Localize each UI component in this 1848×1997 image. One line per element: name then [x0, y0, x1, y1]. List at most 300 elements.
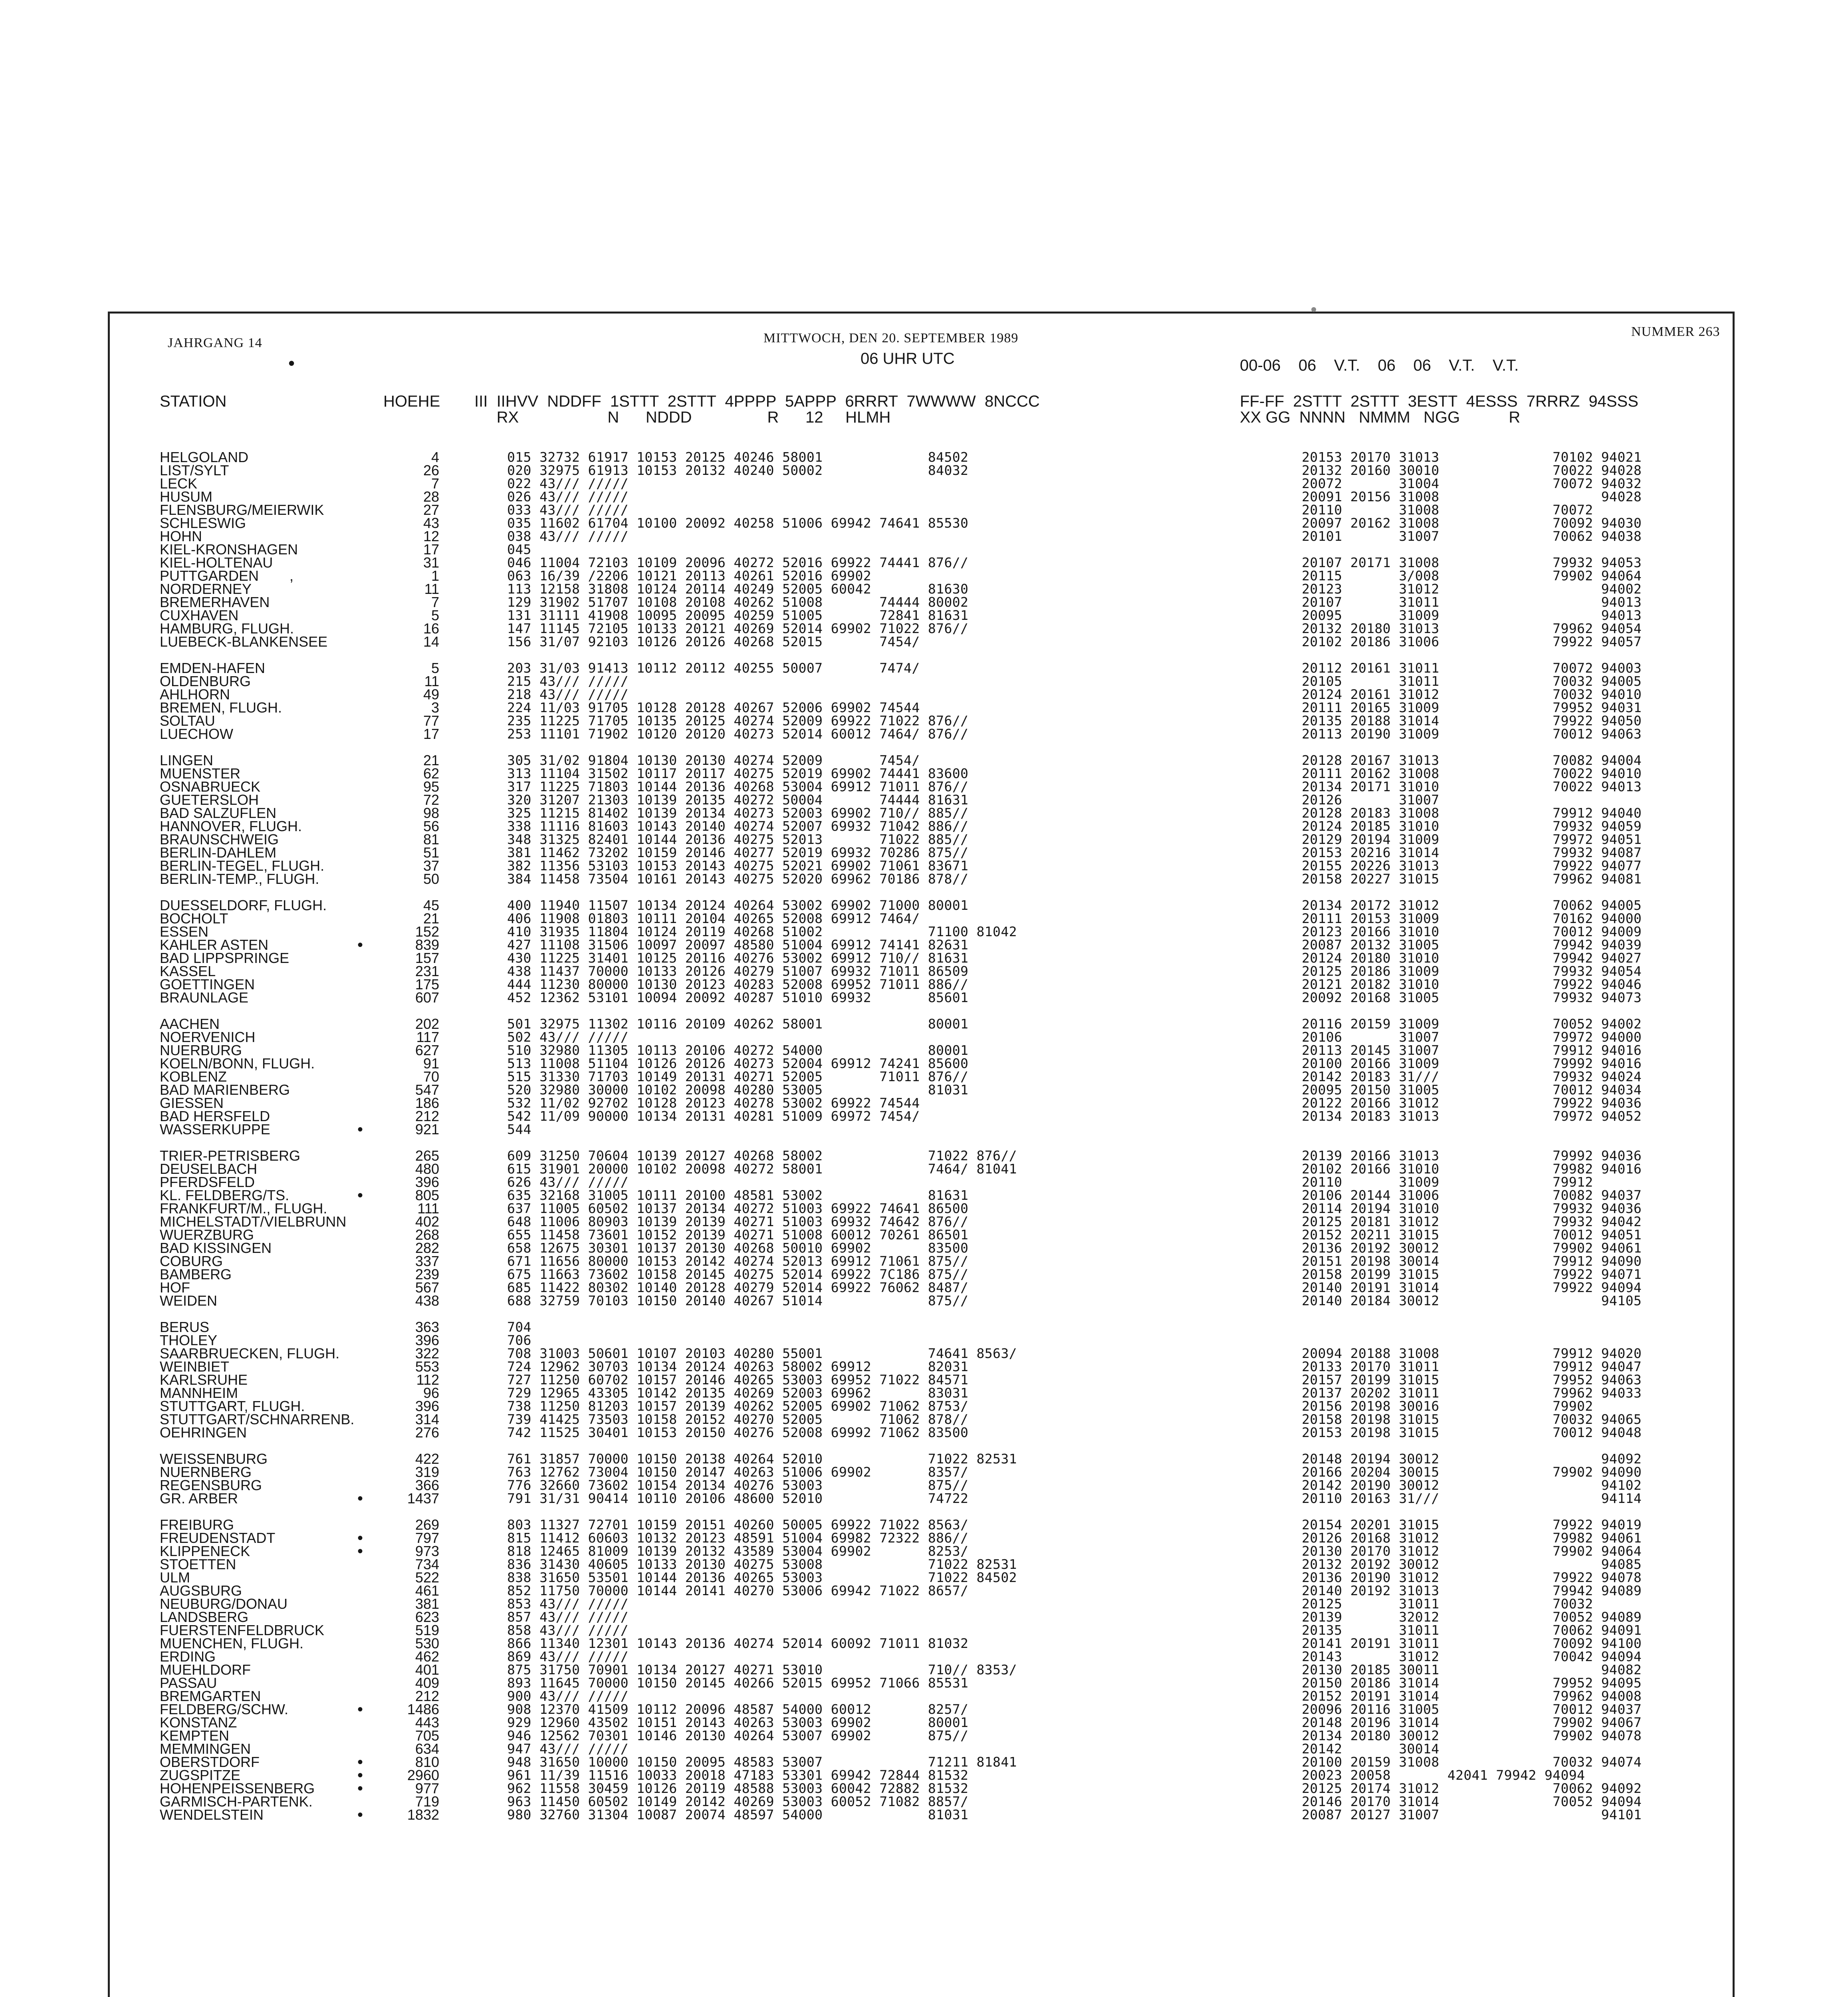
station-name: BAMBERG — [160, 1266, 232, 1282]
synop-left-groups: 313 11104 31502 10117 20117 40275 52019 69902 74441 83600 — [507, 766, 969, 781]
table-row — [0, 754, 1848, 767]
synop-left-groups: 501 32975 11302 10116 20109 40262 58001 80001 — [507, 1016, 969, 1032]
table-row — [0, 1729, 1848, 1743]
synop-right-groups: 20126 20168 31012 79982 94061 — [1302, 1530, 1642, 1546]
table-row — [0, 1110, 1848, 1123]
station-elevation: 21 — [423, 752, 439, 768]
synop-right-groups: 20146 20170 31014 70052 94094 — [1302, 1794, 1642, 1809]
table-row — [0, 1281, 1848, 1294]
station-elevation: 96 — [423, 1385, 439, 1401]
table-row — [0, 1479, 1848, 1492]
station-elevation: 2960 — [407, 1767, 439, 1783]
table-row — [0, 1413, 1848, 1426]
station-name: NORDERNEY — [160, 581, 252, 597]
synop-left-groups: 980 32760 31304 10087 20074 48597 54000 81031 — [507, 1807, 969, 1822]
synop-left-groups: 015 32732 61917 10153 20125 40246 58001 84502 — [507, 449, 969, 465]
right-column-header-row2: XX GG NNNN NMMM NGG R — [1240, 409, 1521, 426]
mountain-station-marker: • — [357, 1490, 363, 1507]
synop-left-groups: 708 31003 50601 10107 20103 40280 55001 74641 8563/ — [507, 1346, 1017, 1361]
synop-left-groups: 803 11327 72701 10159 20151 40260 50005 69922 71022 8563/ — [507, 1517, 969, 1532]
station-elevation: 37 — [423, 858, 439, 874]
synop-right-groups: 20135 31011 70062 94091 — [1302, 1622, 1642, 1638]
table-row — [0, 1373, 1848, 1387]
marker-dot: • — [288, 353, 295, 373]
synop-left-groups: 637 11005 60502 10137 20134 40272 51003 69922 74641 86500 — [507, 1201, 969, 1216]
station-elevation: 409 — [415, 1675, 439, 1691]
synop-right-groups: 20134 20171 31010 70022 94013 — [1302, 779, 1642, 794]
jahrgang-label: JAHRGANG 14 — [168, 335, 262, 350]
station-elevation: 72 — [423, 792, 439, 808]
table-row — [0, 1123, 1848, 1136]
synop-right-groups: 20139 20166 31013 79992 94036 — [1302, 1148, 1642, 1163]
synop-right-groups: 20110 31009 79912 — [1302, 1174, 1593, 1190]
station-name: BRAUNSCHWEIG — [160, 831, 279, 848]
station-elevation: 401 — [415, 1662, 439, 1678]
table-row — [0, 1676, 1848, 1690]
synop-right-groups: 20128 20167 31013 70082 94004 — [1302, 752, 1642, 768]
station-name: WENDELSTEIN — [160, 1806, 264, 1823]
station-name: BREMERHAVEN — [160, 594, 270, 610]
hoehe-column-header: HOEHE — [383, 393, 440, 410]
synop-left-groups: 410 31935 11804 10124 20119 40268 51002 71100 81042 — [507, 924, 1017, 939]
station-elevation: 98 — [423, 805, 439, 821]
station-elevation: 231 — [415, 963, 439, 979]
station-name: HUSUM — [160, 488, 212, 505]
station-elevation: 268 — [415, 1227, 439, 1243]
table-row — [0, 1228, 1848, 1242]
synop-left-groups: 020 32975 61913 10153 20132 40240 50002 84032 — [507, 463, 969, 478]
table-row — [0, 1755, 1848, 1769]
station-name: BAD HERSFELD — [160, 1108, 270, 1124]
station-elevation: 50 — [423, 871, 439, 887]
table-row — [0, 912, 1848, 925]
station-elevation: 49 — [423, 686, 439, 703]
station-elevation: 5 — [431, 660, 439, 676]
station-name: SCHLESWIG — [160, 515, 246, 531]
synop-right-groups: 20023 20058 42041 79942 94094 — [1302, 1767, 1585, 1783]
synop-right-groups: 20136 20192 30012 79902 94061 — [1302, 1240, 1642, 1256]
synop-right-groups: 20097 20162 31008 70092 94030 — [1302, 515, 1642, 531]
station-elevation: 607 — [415, 989, 439, 1006]
table-row — [0, 503, 1848, 517]
station-name: MEMMINGEN — [160, 1741, 251, 1757]
station-elevation: 12 — [423, 528, 439, 544]
table-row — [0, 1255, 1848, 1268]
table-row — [0, 1096, 1848, 1110]
station-elevation: 157 — [415, 950, 439, 966]
station-name: PFERDSFELD — [160, 1174, 255, 1190]
synop-right-groups: 20072 31004 70072 94032 — [1302, 476, 1642, 491]
station-name: HAMBURG, FLUGH. — [160, 620, 294, 637]
station-name: STOETTEN — [160, 1556, 236, 1572]
synop-left-groups: 317 11225 71803 10144 20136 40268 53004 69912 71011 876// — [507, 779, 969, 794]
station-name: GUETERSLOH — [160, 792, 259, 808]
station-elevation: 27 — [423, 502, 439, 518]
station-name: ERDING — [160, 1648, 216, 1665]
station-elevation: 461 — [415, 1582, 439, 1599]
synop-right-groups: 20123 31012 94002 — [1302, 581, 1642, 597]
station-elevation: 1486 — [407, 1701, 439, 1717]
synop-right-groups: 20121 20182 31010 79922 94046 — [1302, 977, 1642, 992]
synop-right-groups: 20111 20153 31009 70162 94000 — [1302, 911, 1642, 926]
station-elevation: 11 — [424, 673, 439, 689]
table-row — [0, 582, 1848, 596]
synop-left-groups: 045 — [507, 542, 531, 557]
synop-left-groups: 022 43/// ///// — [507, 476, 629, 491]
station-name: TRIER-PETRISBERG — [160, 1147, 301, 1164]
synop-right-groups: 20140 20192 31013 79942 94089 — [1302, 1583, 1642, 1598]
synop-right-groups: 20124 20161 31012 70032 94010 — [1302, 687, 1642, 702]
synop-right-groups: 20105 31011 70032 94005 — [1302, 673, 1642, 689]
table-row — [0, 661, 1848, 675]
table-row — [0, 675, 1848, 688]
synop-left-groups: 406 11908 01803 10111 20104 40265 52008 69912 7464/ — [507, 911, 920, 926]
mountain-station-marker: • — [357, 1187, 363, 1204]
station-elevation: 21 — [423, 910, 439, 927]
station-elevation: 396 — [415, 1332, 439, 1348]
table-row — [0, 516, 1848, 530]
station-name: FRANKFURT/M., FLUGH. — [160, 1200, 327, 1217]
synop-right-groups: 20155 20226 31013 79922 94077 — [1302, 858, 1642, 873]
synop-right-groups: 20123 20166 31010 70012 94009 — [1302, 924, 1642, 939]
station-elevation: 337 — [415, 1253, 439, 1269]
synop-right-groups: 20087 20127 31007 94101 — [1302, 1807, 1642, 1822]
synop-left-groups: 704 — [507, 1319, 531, 1335]
synop-right-groups: 20143 31012 70042 94094 — [1302, 1649, 1642, 1664]
station-name: REGENSBURG — [160, 1477, 262, 1493]
synop-left-groups: 869 43/// ///// — [507, 1649, 629, 1664]
synop-left-groups: 427 11108 31506 10097 20097 48580 51004 69912 74141 82631 — [507, 937, 969, 953]
table-row — [0, 1716, 1848, 1729]
synop-right-groups: 20140 20191 31014 79922 94094 — [1302, 1280, 1642, 1295]
station-elevation: 363 — [415, 1319, 439, 1335]
table-row — [0, 1492, 1848, 1505]
station-name: FREIBURG — [160, 1517, 234, 1533]
station-name: BERLIN-TEGEL, FLUGH. — [160, 858, 325, 874]
table-row — [0, 1465, 1848, 1479]
station-name: HOHENPEISSENBERG — [160, 1780, 315, 1797]
left-column-header-row1: III IIHVV NDDFF 1STTT 2STTT 4PPPP 5APPP 6RRRT 7WWWW 8NCCC — [474, 393, 1040, 410]
station-name: KEMPTEN — [160, 1727, 230, 1744]
table-row — [0, 1149, 1848, 1163]
synop-left-groups: 444 11230 80000 10130 20123 40283 52008 69952 71011 886// — [507, 977, 969, 992]
synop-right-groups: 20125 20174 31012 70062 94092 — [1302, 1781, 1642, 1796]
synop-left-groups: 857 43/// ///// — [507, 1609, 629, 1625]
table-row — [0, 727, 1848, 741]
station-elevation: 634 — [415, 1741, 439, 1757]
station-name: WEINBIET — [160, 1358, 230, 1375]
station-name: MUEHLDORF — [160, 1662, 251, 1678]
station-name: BERUS — [160, 1319, 210, 1335]
station-name: AACHEN — [160, 1016, 220, 1032]
station-name: NUERNBERG — [160, 1464, 252, 1480]
synop-left-groups: 729 12965 43305 10142 20135 40269 52003 69962 83031 — [507, 1385, 969, 1401]
station-name: HOF — [160, 1279, 190, 1296]
synop-left-groups: 853 43/// ///// — [507, 1596, 629, 1612]
synop-left-groups: 836 31430 40605 10133 20130 40275 53008 71022 82531 — [507, 1556, 1017, 1572]
synop-left-groups: 626 43/// ///// — [507, 1174, 629, 1190]
station-elevation: 31 — [423, 554, 439, 571]
mountain-station-marker: • — [357, 936, 363, 954]
mountain-station-marker: • — [357, 1701, 363, 1718]
station-elevation: 91 — [423, 1055, 439, 1072]
station-name: BAD LIPPSPRINGE — [160, 950, 289, 966]
table-row — [0, 1558, 1848, 1571]
synop-left-groups: 947 43/// ///// — [507, 1741, 629, 1757]
station-name: BAD MARIENBERG — [160, 1082, 290, 1098]
synop-left-groups: 900 43/// ///// — [507, 1688, 629, 1704]
station-name: OEHRINGEN — [160, 1424, 247, 1441]
station-name: OLDENBURG — [160, 673, 251, 689]
station-elevation: 265 — [415, 1147, 439, 1164]
synop-left-groups: 875 31750 70901 10134 20127 40271 53010 710// 8353/ — [507, 1662, 1017, 1677]
station-name: FREUDENSTADT — [160, 1530, 276, 1546]
table-row — [0, 635, 1848, 649]
synop-left-groups: 113 12158 31808 10124 20114 40249 52005 60042 81630 — [507, 581, 969, 597]
station-elevation: 26 — [423, 462, 439, 478]
synop-left-groups: 035 11602 61704 10100 20092 40258 51006 69942 74641 85530 — [507, 515, 969, 531]
table-row — [0, 1452, 1848, 1466]
station-elevation: 7 — [431, 594, 439, 610]
station-elevation: 319 — [415, 1464, 439, 1480]
station-elevation: 480 — [415, 1161, 439, 1177]
station-elevation: 212 — [415, 1108, 439, 1124]
station-elevation: 396 — [415, 1174, 439, 1190]
station-elevation: 202 — [415, 1016, 439, 1032]
station-name: GARMISCH-PARTENK. — [160, 1793, 313, 1810]
synop-right-groups: 20115 3/008 79902 94064 — [1302, 568, 1642, 584]
table-row — [0, 1531, 1848, 1545]
synop-left-groups: 224 11/03 91705 10128 20128 40267 52006 69902 74544 — [507, 700, 920, 715]
synop-left-groups: 818 12465 81009 10139 20132 43589 53004 69902 8253/ — [507, 1543, 969, 1559]
station-elevation: 396 — [415, 1398, 439, 1414]
left-column-header-row2: RX N NDDD R 12 HLMH — [474, 409, 891, 426]
synop-right-groups: 20094 20188 31008 79912 94020 — [1302, 1346, 1642, 1361]
station-name: PASSAU — [160, 1675, 217, 1691]
synop-left-groups: 502 43/// ///// — [507, 1029, 629, 1045]
synop-right-groups: 20113 20145 31007 79912 94016 — [1302, 1042, 1642, 1058]
station-elevation: 112 — [416, 1372, 439, 1388]
station-name: KARLSRUHE — [160, 1372, 248, 1388]
synop-left-groups: 513 11008 51104 10126 20126 40273 52004 69912 74241 85600 — [507, 1056, 969, 1071]
station-elevation: 16 — [423, 620, 439, 637]
table-row — [0, 793, 1848, 807]
station-elevation: 28 — [423, 488, 439, 505]
station-name: OBERSTDORF — [160, 1754, 260, 1770]
synop-right-groups: 20158 20198 31015 70032 94065 — [1302, 1411, 1642, 1427]
synop-left-groups: 961 11/39 11516 10033 20018 47183 53301 69942 72844 81532 — [507, 1767, 969, 1783]
synop-right-groups: 20092 20168 31005 79932 94073 — [1302, 990, 1642, 1005]
synop-left-groups: 129 31902 51707 10108 20108 40262 51008 74444 80002 — [507, 594, 969, 610]
station-elevation: 402 — [415, 1213, 439, 1230]
table-row — [0, 1294, 1848, 1308]
station-elevation: 805 — [415, 1187, 439, 1203]
synop-right-groups: 20132 20160 30010 70022 94028 — [1302, 463, 1642, 478]
synop-right-groups: 20102 20186 31006 79922 94057 — [1302, 634, 1642, 649]
synop-right-groups: 20136 20190 31012 79922 94078 — [1302, 1570, 1642, 1585]
station-elevation: 111 — [417, 1200, 439, 1217]
synop-left-groups: 325 11215 81402 10139 20134 40273 52003 69902 710// 885// — [507, 805, 969, 821]
synop-left-groups: 776 32660 73602 10154 20134 40276 53003 875// — [507, 1477, 969, 1493]
station-name: DEUSELBACH — [160, 1161, 258, 1177]
station-name: LANDSBERG — [160, 1609, 249, 1625]
synop-right-groups: 20125 20181 31012 79932 94042 — [1302, 1214, 1642, 1229]
station-name: CUXHAVEN — [160, 607, 239, 623]
synop-right-groups: 20125 20186 31009 79932 94054 — [1302, 963, 1642, 979]
synop-left-groups: 815 11412 60603 10132 20123 48591 51004 69982 72322 886// — [507, 1530, 969, 1546]
synop-right-groups: 20137 20202 31011 79962 94033 — [1302, 1385, 1642, 1401]
synop-left-groups: 946 12562 70301 10146 20130 40264 53007 69902 875// — [507, 1728, 969, 1743]
synop-left-groups: 685 11422 80302 10140 20128 40279 52014 69922 76062 8487/ — [507, 1280, 969, 1295]
station-elevation: 56 — [423, 818, 439, 834]
synop-right-groups: 20125 31011 70032 — [1302, 1596, 1593, 1612]
synop-left-groups: 452 12362 53101 10094 20092 40287 51010 69932 85601 — [507, 990, 969, 1005]
station-elevation: 422 — [415, 1451, 439, 1467]
table-row — [0, 1426, 1848, 1439]
table-row — [0, 1637, 1848, 1650]
synop-left-groups: 384 11458 73504 10161 20143 40275 52020 69962 70186 878// — [507, 871, 969, 887]
table-row — [0, 1215, 1848, 1229]
station-name: HOHN — [160, 528, 202, 544]
station-name: LUEBECK-BLANKENSEE — [160, 633, 328, 650]
station-name: GIESSEN — [160, 1095, 224, 1111]
synop-left-groups: 382 11356 53103 10153 20143 40275 52021 69902 71061 83671 — [507, 858, 969, 873]
synop-right-groups: 20122 20166 31012 79922 94036 — [1302, 1095, 1642, 1111]
station-elevation: 522 — [415, 1569, 439, 1586]
table-row — [0, 978, 1848, 991]
synop-right-groups: 20154 20201 31015 79922 94019 — [1302, 1517, 1642, 1532]
synop-left-groups: 658 12675 30301 10137 20130 40268 50010 69902 83500 — [507, 1240, 969, 1256]
station-elevation: 282 — [415, 1240, 439, 1256]
table-row — [0, 1017, 1848, 1031]
synop-left-groups: 203 31/03 91413 10112 20112 40255 50007 7474/ — [507, 660, 920, 676]
synop-right-groups: 20142 20190 30012 94102 — [1302, 1477, 1642, 1493]
synop-left-groups: 858 43/// ///// — [507, 1622, 629, 1638]
synop-right-groups: 20107 20171 31008 79932 94053 — [1302, 555, 1642, 570]
station-elevation: 70 — [423, 1068, 439, 1085]
synop-right-groups: 20113 20190 31009 70012 94063 — [1302, 726, 1642, 742]
synop-left-groups: 838 31650 53501 10144 20136 40265 53003 71022 84502 — [507, 1570, 1017, 1585]
synop-left-groups: 532 11/02 92702 10128 20123 40278 53002 69922 74544 — [507, 1095, 920, 1111]
synop-right-groups: 20133 20170 31011 79912 94047 — [1302, 1359, 1642, 1374]
station-name: BAD SALZUFLEN — [160, 805, 277, 821]
mountain-station-marker: • — [357, 1806, 363, 1824]
synop-right-groups: 20142 30014 — [1302, 1741, 1440, 1757]
station-name: NOERVENICH — [160, 1029, 256, 1045]
table-row — [0, 1795, 1848, 1808]
station-elevation: 11 — [424, 581, 439, 597]
synop-left-groups: 635 32168 31005 10111 20100 48581 53002 81631 — [507, 1187, 969, 1203]
synop-right-groups: 20106 31007 79972 94000 — [1302, 1029, 1642, 1045]
table-row — [0, 951, 1848, 965]
station-name: NEUBURG/DONAU — [160, 1596, 288, 1612]
synop-right-groups: 20140 20184 30012 94105 — [1302, 1293, 1642, 1308]
station-elevation: 810 — [415, 1754, 439, 1770]
synop-right-groups: 20139 32012 70052 94089 — [1302, 1609, 1642, 1625]
table-row — [0, 1742, 1848, 1756]
station-name: SOLTAU — [160, 713, 215, 729]
synop-right-groups: 20153 20170 31013 70102 94021 — [1302, 449, 1642, 465]
station-elevation: 95 — [423, 778, 439, 795]
station-elevation: 530 — [415, 1635, 439, 1652]
synop-left-groups: 742 11525 30401 10153 20150 40276 52008 69992 71062 83500 — [507, 1425, 969, 1440]
station-name: BERLIN-DAHLEM — [160, 844, 277, 861]
synop-right-groups: 20152 20191 31014 79962 94008 — [1302, 1688, 1642, 1704]
right-column-header-top: 00-06 06 V.T. 06 06 V.T. V.T. — [1240, 357, 1519, 374]
station-name: BREMGARTEN — [160, 1688, 261, 1704]
station-elevation: 839 — [415, 937, 439, 953]
synop-right-groups: 20128 20183 31008 79912 94040 — [1302, 805, 1642, 821]
synop-right-groups: 20124 20180 31010 79942 94027 — [1302, 950, 1642, 966]
table-row — [0, 1597, 1848, 1611]
synop-left-groups: 400 11940 11507 10134 20124 40264 53002 69902 71000 80001 — [507, 897, 969, 913]
synop-right-groups: 20148 20194 30012 94092 — [1302, 1451, 1642, 1467]
station-name: MICHELSTADT/VIELBRUNN — [160, 1213, 347, 1230]
synop-right-groups: 20158 20199 31015 79922 94071 — [1302, 1266, 1642, 1282]
station-elevation: 519 — [415, 1622, 439, 1638]
station-elevation: 4 — [431, 449, 439, 465]
synop-left-groups: 147 11145 72105 10133 20121 40269 52014 69902 71022 876// — [507, 621, 969, 636]
station-elevation: 269 — [415, 1517, 439, 1533]
synop-left-groups: 724 12962 30703 10134 20124 40263 58002 69912 82031 — [507, 1359, 969, 1374]
table-row — [0, 1347, 1848, 1360]
table-row — [0, 833, 1848, 846]
mountain-station-marker: • — [357, 1542, 363, 1560]
station-elevation: 17 — [423, 541, 439, 558]
synop-right-groups: 20166 20204 30015 79902 94090 — [1302, 1464, 1642, 1480]
station-name: MUENCHEN, FLUGH. — [160, 1635, 304, 1652]
synop-right-groups: 20134 20180 30012 79902 94078 — [1302, 1728, 1642, 1743]
station-elevation: 627 — [415, 1042, 439, 1058]
station-elevation: 973 — [415, 1543, 439, 1559]
station-elevation: 3 — [431, 699, 439, 716]
station-name: LUECHOW — [160, 726, 234, 742]
synop-right-groups: 20129 20194 31009 79972 94051 — [1302, 832, 1642, 847]
station-name: FUERSTENFELDBRUCK — [160, 1622, 325, 1638]
synop-left-groups: 038 43/// ///// — [507, 528, 629, 544]
station-elevation: 186 — [415, 1095, 439, 1111]
station-elevation: 1 — [431, 568, 439, 584]
synop-right-groups: 20106 20144 31006 70082 94037 — [1302, 1187, 1642, 1203]
synop-left-groups: 648 11006 80903 10139 20139 40271 51003 69932 74642 876// — [507, 1214, 969, 1229]
table-row — [0, 1162, 1848, 1176]
synop-right-groups: 20141 20191 31011 70092 94100 — [1302, 1636, 1642, 1651]
table-row — [0, 1518, 1848, 1532]
table-row — [0, 569, 1848, 583]
station-name: SAARBRUECKEN, FLUGH. — [160, 1345, 340, 1362]
table-row — [0, 1650, 1848, 1664]
synop-left-groups: 929 12960 43502 10151 20143 40263 53003 69902 80001 — [507, 1715, 969, 1730]
station-mark: , — [289, 568, 294, 584]
station-name: ZUGSPITZE — [160, 1767, 241, 1783]
synop-right-groups: 20110 20163 31/// 94114 — [1302, 1491, 1642, 1506]
table-row — [0, 1241, 1848, 1255]
synop-left-groups: 320 31207 21303 10139 20135 40272 50004 74444 81631 — [507, 792, 969, 808]
station-name: BRAUNLAGE — [160, 989, 249, 1006]
station-name: KLIPPENECK — [160, 1543, 250, 1559]
station-name: ULM — [160, 1569, 190, 1586]
table-row — [0, 701, 1848, 715]
synop-left-groups: 739 41425 73503 10158 20152 40270 52005 71062 878// — [507, 1411, 969, 1427]
synop-right-groups: 20111 20165 31009 79952 94031 — [1302, 700, 1642, 715]
table-row — [0, 451, 1848, 464]
table-row — [0, 543, 1848, 556]
synop-left-groups: 305 31/02 91804 10130 20130 40274 52009 7454/ — [507, 752, 920, 768]
synop-right-groups: 20134 20172 31012 70062 94005 — [1302, 897, 1642, 913]
synop-left-groups: 235 11225 71705 10135 20125 40274 52009 69922 71022 876// — [507, 713, 969, 729]
table-row — [0, 1808, 1848, 1822]
synop-left-groups: 131 31111 41908 10095 20095 40259 51005 72841 81631 — [507, 607, 969, 623]
